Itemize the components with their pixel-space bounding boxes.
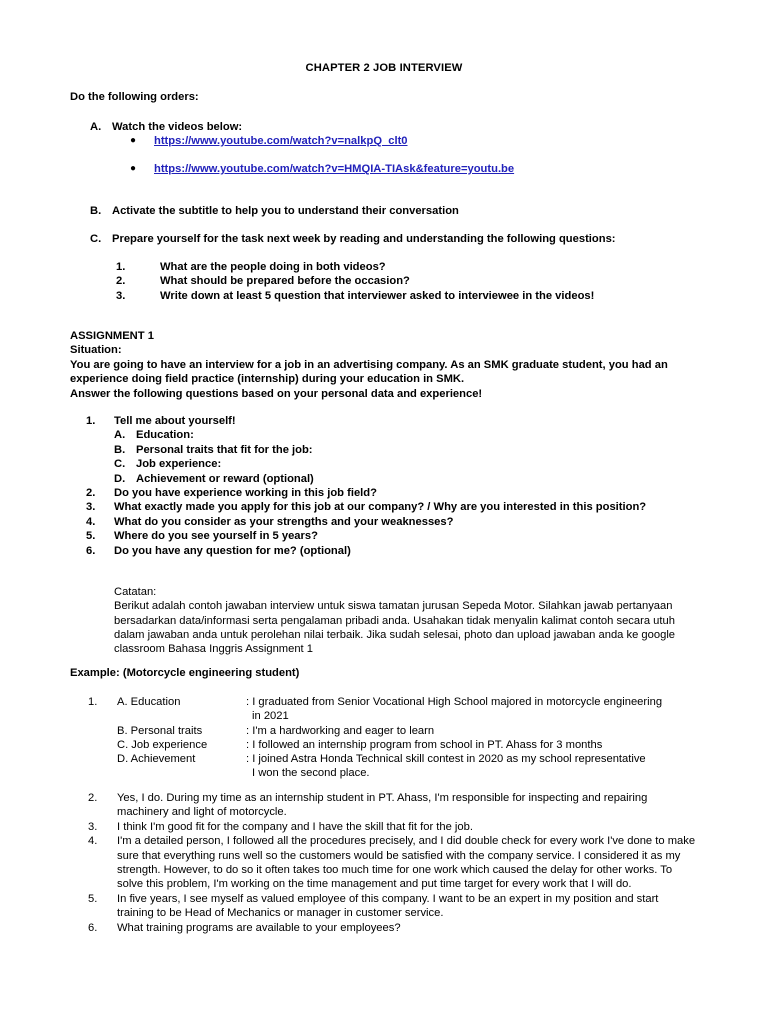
subitem-marker: A.: [114, 429, 126, 442]
example-row-value-wrap: [246, 752, 713, 781]
question-number: 2.: [86, 487, 96, 500]
prep-question-text: What are the people doing in both videos?: [160, 261, 386, 273]
question-item-5: [86, 529, 696, 543]
question-subitem-b: [114, 443, 696, 457]
example-row-label: B. Personal traits: [117, 724, 203, 737]
question-text: What exactly made you apply for this job at our company? / Why are you interested in this position?: [114, 501, 647, 514]
assignment-heading: ASSIGNMENT 1: [70, 330, 154, 342]
subitem-text: Job experience:: [136, 458, 222, 471]
example-answer-item-4: [88, 834, 698, 892]
example-answer-list: [88, 791, 698, 935]
video-link-1[interactable]: https://www.youtube.com/watch?v=nalkpQ_clt0: [154, 135, 408, 147]
question-number: 1.: [86, 415, 96, 427]
subitem-text: Personal traits that fit for the job:: [136, 443, 313, 456]
example-answer-table: [88, 695, 713, 781]
example-row-number: 1.: [88, 696, 98, 708]
question-number: 6.: [86, 544, 96, 557]
example-answer-item-5: [88, 892, 698, 921]
order-marker-a: A.: [90, 121, 102, 133]
answer-text: Yes, I do. During my time as an internship student in PT. Ahass, I'm responsible for inspecting and repairing machinery and light of motorcycle.: [117, 792, 648, 819]
example-row-value: I graduated from Senior Vocational High School majored in motorcycle engineering: [252, 696, 663, 708]
example-row-value: I joined Astra Honda Technical skill contest in 2020 as my school representative: [252, 753, 646, 766]
bullet-icon: ●: [130, 135, 137, 146]
example-row-label: C. Job experience: [117, 738, 208, 751]
prep-question-text: Write down at least 5 question that interviewer asked to interviewee in the videos!: [160, 289, 595, 302]
order-marker-b: B.: [90, 205, 102, 217]
note-label: Catatan:: [114, 586, 157, 598]
answer-number: 4.: [88, 835, 98, 848]
note-block: [114, 585, 699, 656]
example-row-separator: :: [246, 753, 250, 766]
answer-text: In five years, I see myself as valued employee of this company. I want to be an expert in my position and start training to be Head of Mechanics or manager in customer service.: [117, 892, 659, 920]
order-text-c: Prepare yourself for the task next week by reading and understanding the following questions:: [112, 233, 616, 245]
question-item-1: [86, 414, 696, 428]
example-answer-item-6: [88, 921, 698, 935]
order-item-a: [90, 120, 690, 135]
example-answer-item-2: [88, 791, 698, 820]
question-number: 4.: [86, 515, 96, 528]
order-marker-c: C.: [90, 233, 102, 245]
question-number: 3.: [86, 501, 96, 514]
example-row-label: A. Education: [117, 696, 181, 708]
question-text: Tell me about yourself!: [114, 415, 236, 427]
question-item-6: [86, 544, 696, 558]
example-row-separator: :: [246, 738, 250, 751]
answer-text: I think I'm good fit for the company and I have the skill that fit for the job.: [117, 820, 473, 833]
answer-number: 6.: [88, 921, 98, 934]
question-item-3: [86, 500, 696, 514]
assignment-situation-label: Situation:: [70, 344, 122, 357]
answer-number: 3.: [88, 820, 98, 833]
example-row-c: [88, 738, 713, 752]
example-heading: Example: (Motorcycle engineering student): [70, 667, 300, 679]
example-row-b: [88, 724, 713, 738]
lead-in-text: Do the following orders:: [70, 91, 199, 103]
example-row-value-cont: I won the second place.: [252, 767, 370, 780]
subitem-text: Education:: [136, 429, 194, 442]
assignment-block: [70, 329, 695, 401]
bullet-icon: ●: [130, 163, 137, 174]
prep-question-text: What should be prepared before the occasion?: [160, 275, 410, 288]
question-item-4: [86, 515, 696, 529]
order-item-b: [90, 204, 690, 219]
example-row-value: I'm a hardworking and eager to learn: [252, 724, 435, 737]
page-title: CHAPTER 2 JOB INTERVIEW: [305, 62, 463, 74]
order-text-b: Activate the subtitle to help you to understand their conversation: [112, 205, 459, 217]
video-link-2[interactable]: https://www.youtube.com/watch?v=HMQIA-TIAsk&feature=youtu.be: [154, 163, 515, 175]
prep-question-item: [116, 274, 594, 288]
example-answer-item-3: [88, 820, 698, 834]
question-subitem-a: [114, 428, 696, 442]
question-text: Where do you see yourself in 5 years?: [114, 530, 318, 543]
answer-text: I'm a detailed person, I followed all the procedures precisely, and I did double check for every work I've done to make sure that everything runs well so the customers would be satisfied with the company service. I considered it as my strength. However, to do so it often takes too much time for one work which caused the delay for other works. To solve this problem, I'm working on the time management and put time target for every work that I will do.: [117, 835, 696, 891]
prep-question-item: [116, 289, 594, 303]
question-subitem-c: [114, 457, 696, 471]
example-row-a: [88, 695, 713, 724]
subitem-text: Achievement or reward (optional): [136, 472, 314, 485]
question-text: Do you have experience working in this job field?: [114, 487, 377, 500]
subitem-marker: D.: [114, 472, 126, 485]
example-row-label: D. Achievement: [117, 753, 196, 766]
prep-question-number: 2.: [116, 275, 126, 288]
assignment-situation-text: You are going to have an interview for a job in an advertising company. As an SMK graduate student, you had an experience doing field practice (internship) during your education in SMK.: [70, 358, 668, 386]
order-item-c: [90, 232, 700, 247]
example-row-value: I followed an internship program from school in PT. Ahass for 3 months: [252, 738, 603, 751]
video-link-row-1[interactable]: [130, 134, 690, 148]
subitem-marker: B.: [114, 443, 126, 456]
prep-question-number: 1.: [116, 261, 126, 273]
answer-number: 2.: [88, 792, 98, 804]
answer-number: 5.: [88, 892, 98, 905]
example-row-d: [88, 752, 713, 781]
example-row-value-wrap: [246, 724, 713, 738]
example-row-value-wrap: [246, 695, 713, 724]
example-row-separator: :: [246, 696, 250, 708]
prep-question-list: [116, 260, 594, 303]
prep-question-item: [116, 260, 594, 274]
question-number: 5.: [86, 530, 96, 543]
prep-question-number: 3.: [116, 289, 126, 302]
question-subitem-d: [114, 472, 696, 486]
question-text: Do you have any question for me? (optional): [114, 544, 351, 557]
example-row-separator: :: [246, 724, 250, 737]
note-text: Berikut adalah contoh jawaban interview untuk siswa tamatan jurusan Sepeda Motor. Silahkan jawab pertanyaan bersadarkan data/informasi serta pengalaman pribadi anda. Usahakan tidak menyalin kalimat contoh secara utuh dalam jawaban anda untuk perolehan nilai terbaik. Jika sudah selesai, photo dan upload jawaban anda ke google classroom Bahasa Inggris Assignment 1: [114, 600, 676, 656]
assignment-instruction: Answer the following questions based on your personal data and experience!: [70, 387, 483, 400]
interview-question-list: [86, 414, 696, 558]
question-text: What do you consider as your strengths and your weaknesses?: [114, 515, 454, 528]
order-text-a: Watch the videos below:: [112, 121, 243, 133]
subitem-marker: C.: [114, 458, 126, 471]
example-row-value-wrap: [246, 738, 713, 752]
question-item-2: [86, 486, 696, 500]
example-row-value-cont: in 2021: [252, 710, 289, 723]
video-link-row-2[interactable]: [130, 162, 690, 176]
answer-text: What training programs are available to your employees?: [117, 921, 401, 934]
